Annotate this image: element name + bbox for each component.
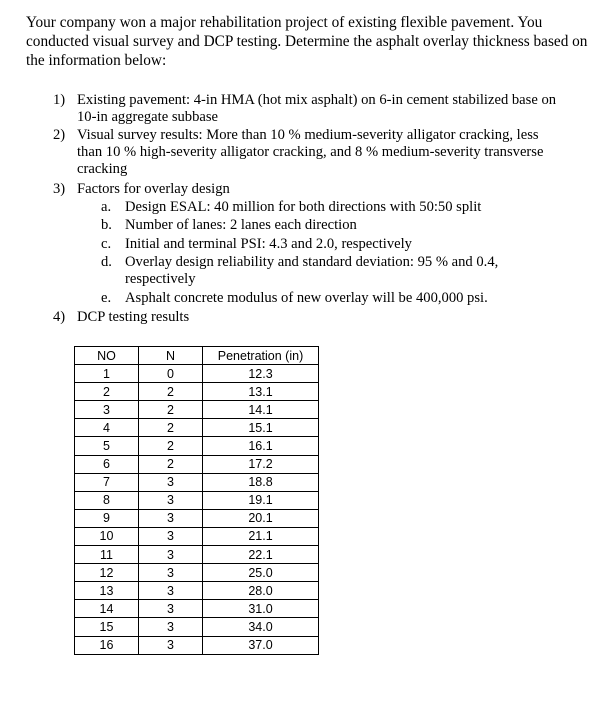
cell-no: 3 [75, 401, 139, 419]
table-row [75, 365, 319, 383]
cell-no: 10 [75, 527, 139, 545]
list-number: 1) [53, 92, 66, 108]
cell-penetration: 28.0 [203, 582, 319, 600]
cell-n: 3 [139, 491, 203, 509]
cell-penetration: 19.1 [203, 491, 319, 509]
cell-penetration: 17.2 [203, 455, 319, 473]
cell-penetration: 16.1 [203, 437, 319, 455]
table-row [75, 618, 319, 636]
cell-no: 12 [75, 564, 139, 582]
cell-no: 9 [75, 509, 139, 527]
cell-n: 3 [139, 636, 203, 654]
list-number: 4) [53, 309, 66, 325]
cell-n: 3 [139, 600, 203, 618]
cell-no: 7 [75, 473, 139, 491]
table-row [75, 527, 319, 545]
cell-penetration: 12.3 [203, 365, 319, 383]
factor-text-line: Asphalt concrete modulus of new overlay will be 400,000 psi. [125, 290, 488, 306]
header-n: N [139, 347, 203, 365]
list-text-line: Factors for overlay design [77, 181, 230, 197]
cell-n: 3 [139, 473, 203, 491]
cell-no: 1 [75, 365, 139, 383]
cell-n: 3 [139, 546, 203, 564]
cell-n: 3 [139, 509, 203, 527]
list-number: 2) [53, 127, 66, 143]
factor-letter: c. [101, 236, 112, 252]
header-penetration: Penetration (in) [203, 347, 319, 365]
factor-text-line: Overlay design reliability and standard deviation: 95 % and 0.4, [125, 254, 499, 270]
list-text-line: than 10 % high-severity alligator cracking, and 8 % medium-severity transverse [77, 144, 544, 160]
dcp-results-table [74, 346, 319, 655]
cell-n: 2 [139, 401, 203, 419]
cell-no: 6 [75, 455, 139, 473]
table-row [75, 401, 319, 419]
table-row [75, 636, 319, 654]
cell-penetration: 13.1 [203, 383, 319, 401]
list-text-line: 10-in aggregate subbase [77, 109, 219, 125]
table-row [75, 582, 319, 600]
cell-n: 2 [139, 383, 203, 401]
cell-n: 3 [139, 527, 203, 545]
cell-penetration: 37.0 [203, 636, 319, 654]
cell-no: 2 [75, 383, 139, 401]
factor-text-line: Initial and terminal PSI: 4.3 and 2.0, respectively [125, 236, 412, 252]
factor-text-line: respectively [125, 271, 196, 287]
cell-penetration: 25.0 [203, 564, 319, 582]
cell-penetration: 18.8 [203, 473, 319, 491]
table-row [75, 455, 319, 473]
cell-n: 2 [139, 437, 203, 455]
table-row [75, 473, 319, 491]
cell-no: 8 [75, 491, 139, 509]
header-no: NO [75, 347, 139, 365]
problem-intro: Your company won a major rehabilitation project of existing flexible pavement. You conducted visual survey and DCP testing. Determine the asphalt overlay thickness based on the information below: [26, 14, 588, 69]
cell-penetration: 22.1 [203, 546, 319, 564]
cell-no: 14 [75, 600, 139, 618]
cell-penetration: 15.1 [203, 419, 319, 437]
table-header-row [75, 347, 319, 365]
list-text-line: Visual survey results: More than 10 % medium-severity alligator cracking, less [77, 127, 539, 143]
factor-letter: a. [101, 199, 112, 215]
table-body [75, 365, 319, 655]
table-row [75, 509, 319, 527]
factor-letter: b. [101, 217, 112, 233]
cell-no: 16 [75, 636, 139, 654]
cell-no: 15 [75, 618, 139, 636]
factor-text-line: Number of lanes: 2 lanes each direction [125, 217, 357, 233]
table-row [75, 546, 319, 564]
cell-penetration: 34.0 [203, 618, 319, 636]
factor-letter: d. [101, 254, 112, 270]
cell-penetration: 21.1 [203, 527, 319, 545]
cell-n: 2 [139, 455, 203, 473]
list-text-line: Existing pavement: 4-in HMA (hot mix asphalt) on 6-in cement stabilized base on [77, 92, 557, 108]
cell-n: 3 [139, 564, 203, 582]
cell-no: 4 [75, 419, 139, 437]
cell-no: 5 [75, 437, 139, 455]
list-text-line: cracking [77, 161, 128, 177]
cell-no: 11 [75, 546, 139, 564]
cell-penetration: 14.1 [203, 401, 319, 419]
cell-n: 3 [139, 582, 203, 600]
factor-text-line: Design ESAL: 40 million for both directions with 50:50 split [125, 199, 482, 215]
table-row [75, 564, 319, 582]
cell-n: 2 [139, 419, 203, 437]
cell-penetration: 31.0 [203, 600, 319, 618]
table-row [75, 437, 319, 455]
table-row [75, 491, 319, 509]
list-number: 3) [53, 181, 66, 197]
table-row [75, 419, 319, 437]
factor-letter: e. [101, 290, 112, 306]
cell-no: 13 [75, 582, 139, 600]
list-text-line: DCP testing results [77, 309, 190, 325]
table-row [75, 600, 319, 618]
cell-penetration: 20.1 [203, 509, 319, 527]
table-row [75, 383, 319, 401]
cell-n: 3 [139, 618, 203, 636]
cell-n: 0 [139, 365, 203, 383]
